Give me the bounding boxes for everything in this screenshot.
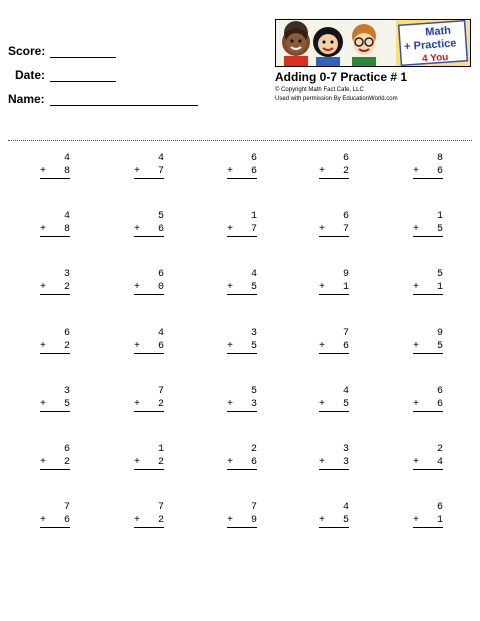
addend-bottom: 6: [436, 166, 443, 177]
addend-bottom-line: [134, 456, 164, 470]
addend-bottom: 8: [63, 224, 70, 236]
addition-problem: [413, 327, 443, 354]
addend-top: 6: [342, 153, 349, 164]
addend-bottom: 2: [157, 515, 164, 527]
addend-top: 3: [342, 444, 349, 455]
date-blank[interactable]: [50, 69, 116, 82]
addition-problem: [413, 443, 443, 470]
addition-problem: [40, 501, 70, 528]
plus-sign: +: [40, 398, 47, 410]
addend-top: 2: [250, 444, 257, 455]
addend-bottom-line: [413, 165, 443, 179]
addend-bottom: 5: [436, 224, 443, 236]
addend-bottom-line: [319, 456, 349, 470]
addition-problem: [413, 385, 443, 412]
plus-sign: +: [227, 282, 234, 294]
addend-top: 4: [157, 153, 164, 164]
addend-bottom: 9: [250, 515, 257, 527]
addend-bottom-line: [134, 165, 164, 179]
addend-top: 5: [250, 385, 257, 397]
plus-sign: +: [227, 340, 234, 352]
score-blank[interactable]: [50, 45, 116, 58]
addend-bottom: 5: [250, 340, 257, 352]
addition-problem: [227, 385, 257, 412]
addition-problem: [413, 501, 443, 528]
plus-sign: +: [227, 398, 234, 410]
addend-top: 2: [436, 444, 443, 455]
plus-sign: +: [413, 340, 420, 352]
addition-problem: [227, 268, 257, 295]
addend-bottom-line: [40, 398, 70, 412]
plus-sign: +: [227, 515, 234, 527]
addition-problem: [40, 443, 70, 470]
addition-problem: [319, 501, 349, 528]
addend-bottom-line: [227, 223, 257, 237]
addend-bottom-line: [319, 223, 349, 237]
logo-line-1: Math: [424, 24, 452, 39]
addend-bottom: 6: [342, 340, 349, 352]
kid-1-icon: [282, 21, 310, 66]
addend-bottom-line: [40, 223, 70, 237]
addend-bottom-line: [134, 514, 164, 528]
addend-top: 1: [157, 444, 164, 455]
addition-problem: [319, 385, 349, 412]
addend-bottom: 6: [157, 340, 164, 352]
addend-bottom: 6: [250, 166, 257, 177]
addend-bottom: 8: [63, 166, 70, 177]
problem-row: [0, 443, 480, 483]
addend-bottom-line: [227, 281, 257, 295]
plus-sign: +: [134, 224, 141, 236]
addend-bottom: 7: [250, 224, 257, 236]
plus-sign: +: [134, 398, 141, 410]
addition-problem: [134, 210, 164, 237]
addition-problem: [134, 327, 164, 354]
plus-sign: +: [319, 166, 326, 177]
addend-top: 1: [436, 211, 443, 223]
addend-top: 7: [250, 502, 257, 514]
addition-problem: [319, 210, 349, 237]
addend-top: 4: [342, 502, 349, 514]
addend-bottom: 1: [436, 515, 443, 527]
plus-sign: +: [134, 457, 141, 468]
logo-line-2: + Practice: [403, 37, 457, 54]
addition-problem: [134, 268, 164, 295]
plus-sign: +: [134, 166, 141, 177]
addend-top: 7: [342, 327, 349, 339]
addition-problem: [319, 443, 349, 470]
plus-sign: +: [319, 340, 326, 352]
plus-sign: +: [40, 282, 47, 294]
addend-top: 4: [342, 385, 349, 397]
plus-sign: +: [319, 224, 326, 236]
addend-bottom: 1: [342, 282, 349, 294]
plus-sign: +: [134, 340, 141, 352]
plus-sign: +: [319, 457, 326, 468]
plus-sign: +: [227, 224, 234, 236]
plus-sign: +: [413, 457, 420, 468]
addend-top: 7: [157, 385, 164, 397]
addition-problem: [227, 152, 257, 179]
addition-problem: [227, 443, 257, 470]
addend-bottom-line: [413, 456, 443, 470]
plus-sign: +: [319, 515, 326, 527]
addend-bottom-line: [134, 281, 164, 295]
addend-bottom-line: [319, 340, 349, 354]
addend-bottom: 2: [157, 398, 164, 410]
addend-bottom: 2: [63, 457, 70, 468]
addend-bottom: 2: [63, 282, 70, 294]
addend-bottom: 3: [250, 398, 257, 410]
name-label: Name:: [8, 92, 45, 106]
date-label: Date:: [15, 68, 46, 82]
plus-sign: +: [413, 166, 420, 177]
score-label: Score:: [8, 44, 46, 58]
addend-top: 4: [63, 211, 70, 223]
header-divider: [8, 140, 472, 141]
addition-problem: [227, 210, 257, 237]
logo-line-3: 4 You: [421, 51, 449, 65]
plus-sign: +: [319, 282, 326, 294]
addend-bottom-line: [319, 514, 349, 528]
permission-text: Used with permission By EducationWorld.com: [275, 96, 398, 102]
addend-bottom-line: [413, 281, 443, 295]
addend-bottom-line: [413, 340, 443, 354]
addend-bottom-line: [227, 398, 257, 412]
addend-bottom-line: [40, 456, 70, 470]
addend-bottom-line: [227, 165, 257, 179]
name-blank[interactable]: [50, 93, 198, 106]
addend-top: 4: [250, 269, 257, 281]
problem-row: [0, 327, 480, 367]
addend-top: 6: [250, 153, 257, 164]
date-field: [15, 68, 116, 82]
plus-sign: +: [413, 224, 420, 236]
addend-bottom: 5: [250, 282, 257, 294]
problem-row: [0, 501, 480, 541]
addition-problem: [413, 268, 443, 295]
addend-bottom: 3: [342, 457, 349, 468]
addition-problem: [40, 210, 70, 237]
addend-bottom-line: [134, 340, 164, 354]
addend-bottom: 0: [157, 282, 164, 294]
addition-problem: [134, 501, 164, 528]
addend-top: 5: [157, 211, 164, 223]
worksheet-title: Adding 0-7 Practice # 1: [275, 70, 408, 84]
addend-bottom: 1: [436, 282, 443, 294]
addition-problem: [40, 152, 70, 179]
addend-top: 3: [63, 385, 70, 397]
addend-bottom-line: [40, 340, 70, 354]
plus-sign: +: [40, 515, 47, 527]
addend-bottom-line: [40, 165, 70, 179]
plus-sign: +: [227, 166, 234, 177]
addend-bottom-line: [413, 223, 443, 237]
addition-problem: [40, 327, 70, 354]
addend-top: 9: [436, 327, 443, 339]
problem-row: [0, 152, 480, 192]
addend-top: 8: [436, 153, 443, 164]
addition-problem: [319, 152, 349, 179]
addend-bottom: 5: [436, 340, 443, 352]
addend-top: 6: [157, 269, 164, 281]
addend-top: 4: [63, 153, 70, 164]
name-field: [8, 92, 198, 106]
plus-sign: +: [134, 282, 141, 294]
addition-problem: [134, 152, 164, 179]
addend-bottom-line: [319, 398, 349, 412]
addition-problem: [227, 327, 257, 354]
addend-top: 7: [157, 502, 164, 514]
problem-row: [0, 385, 480, 425]
addend-bottom: 7: [157, 166, 164, 177]
plus-sign: +: [40, 457, 47, 468]
addend-top: 5: [436, 269, 443, 281]
addend-bottom-line: [227, 456, 257, 470]
addend-bottom: 5: [342, 515, 349, 527]
addend-bottom: 2: [342, 166, 349, 177]
addition-problem: [134, 385, 164, 412]
addend-bottom-line: [134, 223, 164, 237]
plus-sign: +: [134, 515, 141, 527]
addend-bottom: 5: [342, 398, 349, 410]
addend-bottom: 7: [342, 224, 349, 236]
addend-bottom-line: [40, 281, 70, 295]
addend-top: 6: [63, 444, 70, 455]
addition-problem: [319, 327, 349, 354]
addend-top: 6: [436, 502, 443, 514]
problem-row: [0, 210, 480, 250]
math-practice-logo: [275, 19, 471, 67]
addend-bottom-line: [319, 165, 349, 179]
plus-sign: +: [40, 166, 47, 177]
addend-top: 4: [157, 327, 164, 339]
plus-sign: +: [413, 398, 420, 410]
plus-sign: +: [413, 515, 420, 527]
addend-bottom: 6: [63, 515, 70, 527]
plus-sign: +: [40, 224, 47, 236]
plus-sign: +: [319, 398, 326, 410]
addition-problem: [40, 385, 70, 412]
addend-bottom: 6: [436, 398, 443, 410]
addend-top: 9: [342, 269, 349, 281]
addend-top: 1: [250, 211, 257, 223]
copyright-text: © Copyright Math Fact Cafe, LLC: [275, 87, 364, 93]
addend-bottom-line: [413, 514, 443, 528]
addend-bottom: 5: [63, 398, 70, 410]
plus-sign: +: [413, 282, 420, 294]
addend-top: 6: [342, 211, 349, 223]
addend-bottom-line: [227, 514, 257, 528]
addend-top: 7: [63, 502, 70, 514]
plus-sign: +: [227, 457, 234, 468]
addend-top: 6: [436, 385, 443, 397]
addend-top: 3: [63, 269, 70, 281]
plus-sign: +: [40, 340, 47, 352]
addend-bottom-line: [413, 398, 443, 412]
addend-top: 3: [250, 327, 257, 339]
addend-bottom: 6: [250, 457, 257, 468]
addend-bottom-line: [40, 514, 70, 528]
addition-problem: [413, 210, 443, 237]
addend-bottom: 2: [157, 457, 164, 468]
addition-problem: [413, 152, 443, 179]
addend-bottom: 2: [63, 340, 70, 352]
score-field: [8, 44, 116, 58]
kid-3-icon: [352, 24, 376, 66]
addition-problem: [134, 443, 164, 470]
problem-row: [0, 268, 480, 308]
addend-bottom-line: [134, 398, 164, 412]
addend-bottom: 4: [436, 457, 443, 468]
addend-top: 6: [63, 327, 70, 339]
kid-2-icon: [313, 27, 343, 66]
addend-bottom: 6: [157, 224, 164, 236]
addend-bottom-line: [227, 340, 257, 354]
addition-problem: [40, 268, 70, 295]
copyright-block: [275, 86, 398, 104]
addition-problem: [227, 501, 257, 528]
addend-bottom-line: [319, 281, 349, 295]
addition-problem: [319, 268, 349, 295]
